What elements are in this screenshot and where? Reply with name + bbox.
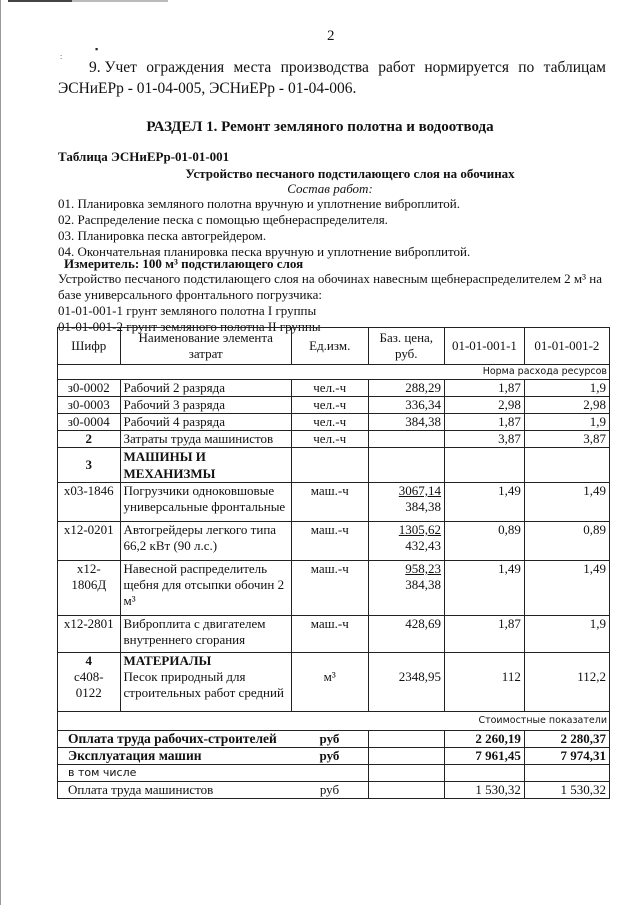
- price-base: 1305,62: [398, 522, 442, 537]
- table-row: [58, 397, 610, 414]
- cell-v2: 1,49: [524, 483, 609, 522]
- table-header-row: [58, 328, 610, 365]
- cell-name: Виброплита с двигателем внутреннего сгорания: [120, 616, 291, 653]
- machines-group-row: [58, 448, 610, 483]
- cost-row: [58, 731, 610, 748]
- table-subtitle: Устройство песчаного подстилающего слоя на обочинах: [185, 166, 515, 181]
- cost-v1: 1 530,32: [445, 782, 525, 799]
- cell-v1: 2,98: [445, 397, 525, 414]
- word: производства: [280, 59, 369, 76]
- cell-v1: 1,87: [445, 380, 525, 397]
- cell-code: з0-0004: [58, 414, 121, 431]
- price-operator: 384,38: [405, 499, 442, 514]
- cell-v1: 1,49: [445, 561, 525, 616]
- cell-unit: чел.-ч: [291, 380, 368, 397]
- cell-price: 384,38: [368, 414, 445, 431]
- cell-unit: маш.-ч: [291, 483, 368, 522]
- norm-label-row: [58, 365, 610, 380]
- resource-table: [57, 327, 610, 799]
- group-title: МАТЕРИАЛЫ: [123, 653, 212, 668]
- cost-row: [58, 748, 610, 765]
- header-variant-2: 01-01-001-2: [524, 328, 609, 365]
- variant-item: 01-01-001-1 грунт земляного полотна I группы: [58, 303, 317, 318]
- table-title: Таблица ЭСНиЕРр-01-01-001: [58, 149, 230, 164]
- cost-label: Стоимостные показатели: [58, 712, 610, 731]
- cell-code: з0-0002: [58, 380, 121, 397]
- empty-cell: [368, 748, 445, 765]
- table-row: [58, 380, 610, 397]
- page-number: 2: [327, 28, 335, 44]
- word: по: [518, 59, 535, 76]
- cell-code: х03-1846: [58, 483, 121, 522]
- header-code: Шифр: [58, 328, 121, 365]
- cell-code: з0-0003: [58, 397, 121, 414]
- composition-label: Состав работ:: [287, 181, 373, 196]
- empty-cell: [291, 448, 368, 483]
- cell-v1: 1,87: [445, 616, 525, 653]
- cell-v1: 3,87: [445, 431, 525, 448]
- cell-name: Погрузчики одноковшовые универсальные фронтальные: [120, 483, 291, 522]
- cell-v2: 2,98: [524, 397, 609, 414]
- materials-group-row: [58, 653, 610, 712]
- word: места: [233, 59, 272, 76]
- group-code: 3: [58, 448, 121, 483]
- cost-v2: 7 974,31: [524, 748, 609, 765]
- cell-name: Рабочий 2 разряда: [120, 380, 291, 397]
- paragraph-9-line1: [58, 57, 606, 78]
- cell-v1: 0,89: [445, 522, 525, 561]
- table-row: [58, 561, 610, 616]
- cell-name-cell: [120, 653, 291, 712]
- cell-price: [368, 561, 445, 616]
- word: ограждения: [146, 59, 225, 76]
- group-code: 4: [85, 653, 93, 668]
- cost-v1: 2 260,19: [445, 731, 525, 748]
- empty-cell: [445, 448, 525, 483]
- cell-v2: 1,49: [524, 561, 609, 616]
- cell-unit: маш.-ч: [291, 522, 368, 561]
- work-item: 01. Планировка земляного полотна вручную и уплотнение виброплитой.: [58, 196, 460, 211]
- cell-unit: м³: [291, 653, 368, 712]
- cell-v2: 1,9: [524, 380, 609, 397]
- cell-v2: 3,87: [524, 431, 609, 448]
- cell-code: х12-0201: [58, 522, 121, 561]
- word: работ: [378, 59, 416, 76]
- work-item: 03. Планировка песка автогрейдером.: [58, 228, 267, 243]
- empty-cell: [368, 448, 445, 483]
- cell-code: 2: [58, 431, 121, 448]
- paragraph-9: [58, 57, 606, 99]
- empty-cell: [368, 731, 445, 748]
- cell-v2: 112,2: [524, 653, 609, 712]
- cell-price: [368, 431, 445, 448]
- empty-cell: [368, 782, 445, 799]
- cell-price: 428,69: [368, 616, 445, 653]
- price-base: 958,23: [405, 561, 442, 576]
- cost-v1: [445, 765, 525, 782]
- cost-label-row: [58, 712, 610, 731]
- cell-name: Песок природный для строительных работ средний: [123, 669, 284, 700]
- description: [58, 271, 610, 335]
- cost-unit: руб: [291, 782, 368, 799]
- word: нормируется: [424, 59, 509, 76]
- cell-v1: 1,49: [445, 483, 525, 522]
- empty-cell: [368, 765, 445, 782]
- cell-name-text: Навесной распределитель щебня для отсыпки обочин 2 м³: [123, 561, 285, 608]
- cell-v1: 112: [445, 653, 525, 712]
- cell-price: [368, 483, 445, 522]
- scan-artifact: [8, 0, 168, 2]
- table-row: [58, 483, 610, 522]
- price-base: 3067,14: [398, 483, 442, 498]
- table-row: [58, 522, 610, 561]
- cell-v2: 1,9: [524, 616, 609, 653]
- cost-v1: 7 961,45: [445, 748, 525, 765]
- cost-unit: [291, 765, 368, 782]
- cell-unit: маш.-ч: [291, 616, 368, 653]
- work-item: 02. Распределение песка с помощью щебнераспределителя.: [58, 212, 388, 227]
- cost-v2: [524, 765, 609, 782]
- price-operator: 384,38: [405, 577, 442, 592]
- group-code-cell: [58, 653, 121, 712]
- cell-code: с408-0122: [73, 669, 104, 700]
- empty-cell: [524, 448, 609, 483]
- paragraph-9-line2: ЭСНиЕРр - 01-04-005, ЭСНиЕРр - 01-04-006.: [58, 80, 357, 97]
- norm-label: Норма расхода ресурсов: [58, 365, 610, 380]
- price-operator: 432,43: [405, 538, 442, 553]
- cell-v1: 1,87: [445, 414, 525, 431]
- group-title: МАШИНЫ И МЕХАНИЗМЫ: [120, 448, 291, 483]
- cell-v2: 0,89: [524, 522, 609, 561]
- cell-name: [120, 561, 291, 616]
- word: таблицам: [543, 59, 606, 76]
- cost-unit: руб: [291, 748, 368, 765]
- cell-v2: 1,9: [524, 414, 609, 431]
- scan-mark: :: [60, 52, 63, 61]
- cell-price: 2348,95: [368, 653, 445, 712]
- cell-name: Рабочий 3 разряда: [120, 397, 291, 414]
- scan-mark: ▪: [95, 44, 99, 54]
- variant-item: 01-01-001-2 грунт земляного полотна II группы: [58, 319, 321, 334]
- cost-unit: руб: [291, 731, 368, 748]
- cost-row: [58, 782, 610, 799]
- cost-name: Оплата труда рабочих-строителей: [58, 731, 292, 748]
- cost-name: Оплата труда машинистов: [58, 782, 292, 799]
- table-row-operators: [58, 431, 610, 448]
- header-unit: Ед.изм.: [291, 328, 368, 365]
- cell-code: х12-2801: [58, 616, 121, 653]
- cell-price: [368, 522, 445, 561]
- works-list: [58, 196, 470, 260]
- header-variant-1: 01-01-001-1: [445, 328, 525, 365]
- cost-name: в том числе: [58, 765, 292, 782]
- cost-v2: 1 530,32: [524, 782, 609, 799]
- meter: Измеритель: 100 м³ подстилающего слоя: [64, 256, 304, 271]
- cell-unit: чел.-ч: [291, 397, 368, 414]
- table-row: [58, 616, 610, 653]
- cell-unit: маш.-ч: [291, 561, 368, 616]
- word: 9. Учет: [89, 59, 137, 76]
- cell-price: 336,34: [368, 397, 445, 414]
- cell-unit: чел.-ч: [291, 414, 368, 431]
- work-item: 04. Окончательная планировка песка вручную и уплотнение виброплитой.: [58, 244, 471, 259]
- cell-price: 288,29: [368, 380, 445, 397]
- header-name: Наименование элемента затрат: [120, 328, 291, 365]
- cell-name: Автогрейдеры легкого типа 66,2 кВт (90 л.с.): [120, 522, 291, 561]
- header-price: Баз. цена, руб.: [368, 328, 445, 365]
- cost-name: Эксплуатация машин: [58, 748, 292, 765]
- cell-code: х12-1806Д: [58, 561, 121, 616]
- table-row: [58, 414, 610, 431]
- cell-name: Затраты труда машинистов: [120, 431, 291, 448]
- description-text: Устройство песчаного подстилающего слоя на обочинах навесным щебнераспределителем 2 м³ на базе универсального фронтального погрузчика:: [58, 271, 603, 302]
- section-title: РАЗДЕЛ 1. Ремонт земляного полотна и водоотвода: [146, 119, 494, 135]
- cell-unit: чел.-ч: [291, 431, 368, 448]
- cell-name: Рабочий 4 разряда: [120, 414, 291, 431]
- cost-row: [58, 765, 610, 782]
- cost-v2: 2 280,37: [524, 731, 609, 748]
